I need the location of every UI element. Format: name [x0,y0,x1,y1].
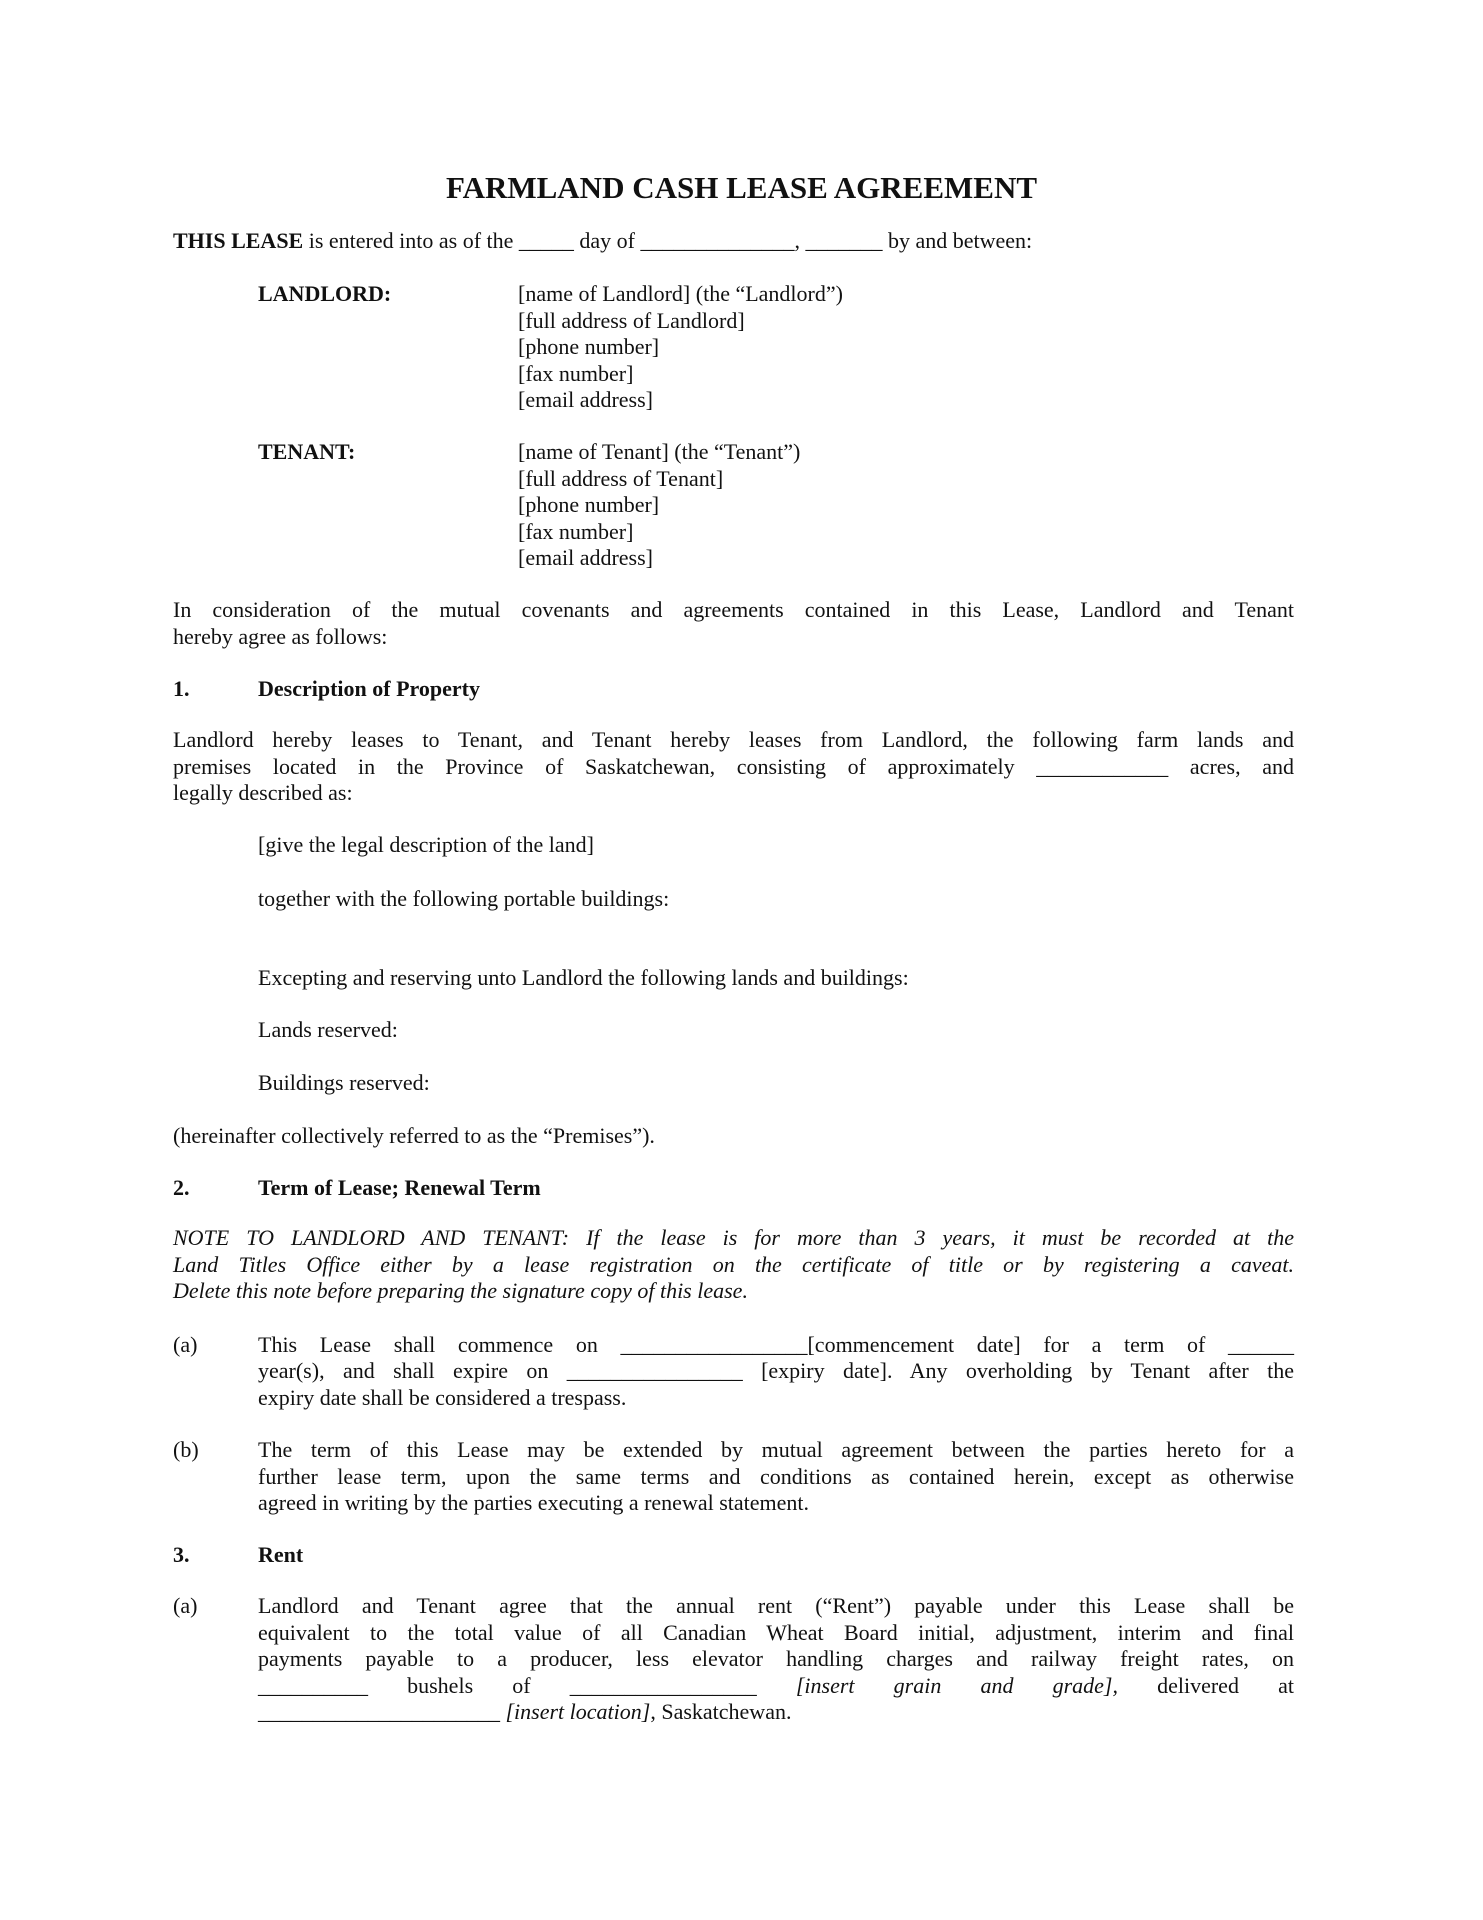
clause-3a-line: equivalent to the total value of all Canadian Wheat Board initial, adjustment, interim and final [258,1620,1294,1645]
clause-2b-line: The term of this Lease may be extended by mutual agreement between the parties hereto for a [258,1437,1294,1462]
consideration-line: In consideration of the mutual covenants and agreements contained in this Lease, Landlord and Tenant [173,597,1294,622]
tenant-line: [fax number] [518,519,634,544]
intro-text: is entered into as of the _____ day of ______________, _______ by and between: [303,228,1033,253]
clause-3a-line [258,1672,1294,1699]
intro-bold: THIS LEASE [173,228,304,253]
intro-line [173,227,1294,254]
word: bushels [407,1673,474,1698]
word: of [512,1673,531,1698]
clause-2b-line: further lease term, upon the same terms and conditions as contained herein, except as otherwise [258,1464,1294,1489]
bushels-blank: __________ [258,1673,368,1698]
premises-definition: (hereinafter collectively referred to as the “Premises”). [173,1123,655,1148]
location-blank: ______________________ [258,1699,500,1724]
tenant-label: TENANT: [258,439,356,464]
landlord-line: [fax number] [518,361,634,386]
word: grade], [1052,1673,1118,1698]
section-1-line: legally described as: [173,780,353,805]
section-2-heading: Term of Lease; Renewal Term [258,1175,541,1200]
section-1-line: premises located in the Province of Saskatchewan, consisting of approximately ____________ acres, and [173,754,1294,779]
tenant-line: [name of Tenant] (the “Tenant”) [518,439,801,464]
word: delivered [1157,1673,1239,1698]
word: at [1278,1673,1294,1698]
clause-2a-line: expiry date shall be considered a trespass. [258,1385,627,1410]
landlord-line: [name of Landlord] (the “Landlord”) [518,281,843,306]
landlord-line: [full address of Landlord] [518,308,745,333]
tenant-line: [email address] [518,545,653,570]
clause-3a-label: (a) [173,1593,198,1618]
clause-2a-label: (a) [173,1332,198,1357]
document-title: FARMLAND CASH LEASE AGREEMENT [445,170,1038,205]
clause-3a-line [258,1698,1294,1725]
lands-reserved: Lands reserved: [258,1017,398,1042]
section-3-number: 3. [173,1542,190,1567]
location-placeholder: [insert location] [500,1699,651,1724]
clause-2a-line: year(s), and shall expire on ________________ [expiry date]. Any overholding by Tenant after the [258,1358,1294,1383]
section-3-heading: Rent [258,1542,304,1567]
word: grain [893,1673,942,1698]
section-1-line: Landlord hereby leases to Tenant, and Tenant hereby leases from Landlord, the following farm lands and [173,727,1294,752]
landlord-line: [phone number] [518,334,660,359]
clause-2b-line: agreed in writing by the parties executing a renewal statement. [258,1490,810,1515]
note-line: NOTE TO LANDLORD AND TENANT: If the lease is for more than 3 years, it must be recorded at the [173,1225,1294,1250]
note-line: Land Titles Office either by a lease registration on the certificate of title or by registering a caveat. [173,1252,1294,1277]
portable-buildings: together with the following portable buildings: [258,886,670,911]
clause-2a-line: This Lease shall commence on _________________[commencement date] for a term of ______ [258,1332,1294,1357]
note-line: Delete this note before preparing the signature copy of this lease. [173,1278,748,1303]
landlord-label: LANDLORD: [258,281,392,306]
clause-3a-line: Landlord and Tenant agree that the annual rent (“Rent”) payable under this Lease shall be [258,1593,1294,1618]
location-suffix: , Saskatchewan. [650,1699,792,1724]
excepting-reserving: Excepting and reserving unto Landlord the following lands and buildings: [258,965,909,990]
word: [insert [795,1673,855,1698]
landlord-line: [email address] [518,387,653,412]
clause-2b-label: (b) [173,1437,199,1462]
section-1-heading: Description of Property [258,676,480,701]
grain-blank: _________________ [569,1673,757,1698]
tenant-line: [phone number] [518,492,660,517]
word: and [980,1673,1014,1698]
consideration-line: hereby agree as follows: [173,624,388,649]
tenant-line: [full address of Tenant] [518,466,724,491]
buildings-reserved: Buildings reserved: [258,1070,430,1095]
section-1-number: 1. [173,676,190,701]
section-2-number: 2. [173,1175,190,1200]
legal-description: [give the legal description of the land] [258,832,594,857]
clause-3a-line: payments payable to a producer, less elevator handling charges and railway freight rates, on [258,1646,1294,1671]
